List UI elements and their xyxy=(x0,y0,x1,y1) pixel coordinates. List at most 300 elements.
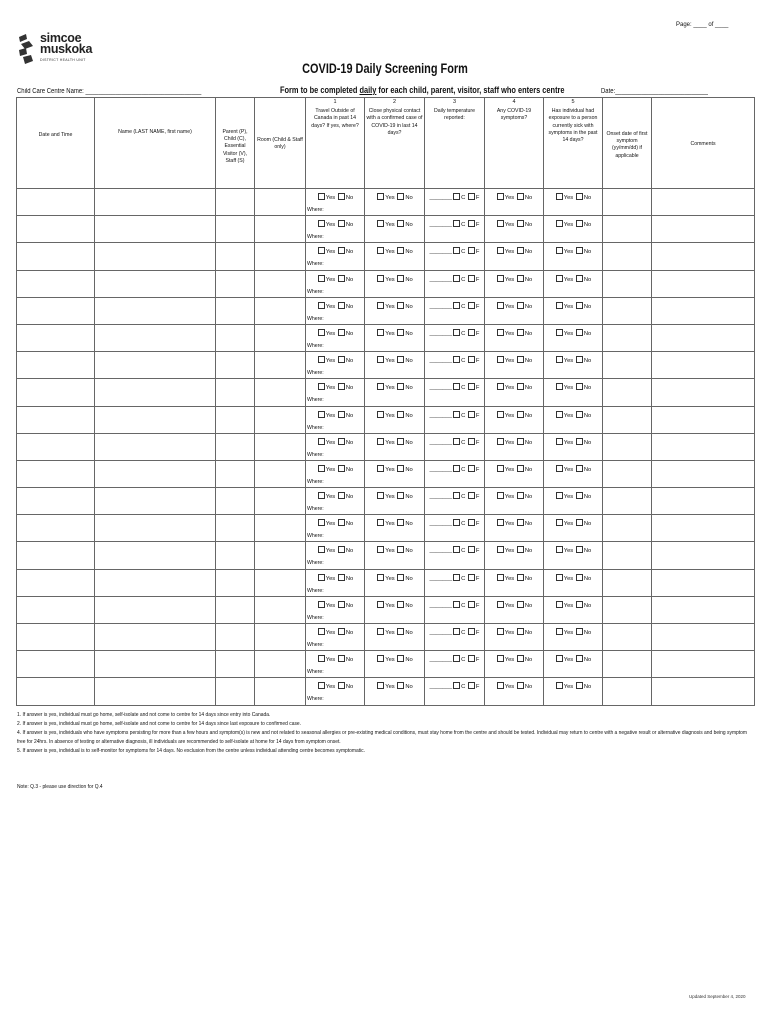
room-cell[interactable] xyxy=(255,542,306,569)
role-cell[interactable] xyxy=(216,542,255,569)
temp-input[interactable]: _______ xyxy=(429,575,453,582)
celsius-checkbox[interactable] xyxy=(453,574,460,581)
name-cell[interactable] xyxy=(95,270,216,297)
no-checkbox[interactable] xyxy=(338,682,345,689)
fahrenheit-checkbox[interactable] xyxy=(468,682,475,689)
role-cell[interactable] xyxy=(216,678,255,705)
yes-checkbox[interactable] xyxy=(497,411,504,418)
yes-checkbox[interactable] xyxy=(497,655,504,662)
yes-checkbox[interactable] xyxy=(497,193,504,200)
comments-cell[interactable] xyxy=(652,352,755,379)
no-checkbox[interactable] xyxy=(576,465,583,472)
name-cell[interactable] xyxy=(95,352,216,379)
room-cell[interactable] xyxy=(255,624,306,651)
temp-input[interactable]: _______ xyxy=(429,222,453,229)
date-time-cell[interactable] xyxy=(17,624,95,651)
room-cell[interactable] xyxy=(255,406,306,433)
yes-checkbox[interactable] xyxy=(377,519,384,526)
yes-checkbox[interactable] xyxy=(318,356,325,363)
no-checkbox[interactable] xyxy=(397,275,404,282)
no-checkbox[interactable] xyxy=(576,275,583,282)
room-cell[interactable] xyxy=(255,433,306,460)
no-checkbox[interactable] xyxy=(397,574,404,581)
no-checkbox[interactable] xyxy=(397,628,404,635)
date-time-cell[interactable] xyxy=(17,243,95,270)
temp-input[interactable]: _______ xyxy=(429,657,453,664)
temp-input[interactable]: _______ xyxy=(429,521,453,528)
no-checkbox[interactable] xyxy=(576,329,583,336)
celsius-checkbox[interactable] xyxy=(453,438,460,445)
no-checkbox[interactable] xyxy=(517,275,524,282)
yes-checkbox[interactable] xyxy=(377,574,384,581)
comments-cell[interactable] xyxy=(652,270,755,297)
page-number-field[interactable]: Page: ____ of ____ xyxy=(676,22,729,28)
yes-checkbox[interactable] xyxy=(497,628,504,635)
fahrenheit-checkbox[interactable] xyxy=(468,492,475,499)
onset-date-cell[interactable] xyxy=(603,216,652,243)
fahrenheit-checkbox[interactable] xyxy=(468,275,475,282)
yes-checkbox[interactable] xyxy=(377,356,384,363)
role-cell[interactable] xyxy=(216,651,255,678)
yes-checkbox[interactable] xyxy=(318,383,325,390)
celsius-checkbox[interactable] xyxy=(453,628,460,635)
yes-checkbox[interactable] xyxy=(377,655,384,662)
fahrenheit-checkbox[interactable] xyxy=(468,465,475,472)
no-checkbox[interactable] xyxy=(397,519,404,526)
temp-input[interactable]: _______ xyxy=(429,630,453,636)
yes-checkbox[interactable] xyxy=(377,220,384,227)
no-checkbox[interactable] xyxy=(576,411,583,418)
yes-checkbox[interactable] xyxy=(497,220,504,227)
comments-cell[interactable] xyxy=(652,624,755,651)
role-cell[interactable] xyxy=(216,243,255,270)
no-checkbox[interactable] xyxy=(338,574,345,581)
role-cell[interactable] xyxy=(216,433,255,460)
no-checkbox[interactable] xyxy=(576,438,583,445)
no-checkbox[interactable] xyxy=(576,574,583,581)
no-checkbox[interactable] xyxy=(397,193,404,200)
comments-cell[interactable] xyxy=(652,189,755,216)
date-time-cell[interactable] xyxy=(17,216,95,243)
no-checkbox[interactable] xyxy=(517,574,524,581)
comments-cell[interactable] xyxy=(652,297,755,324)
no-checkbox[interactable] xyxy=(517,655,524,662)
yes-checkbox[interactable] xyxy=(497,247,504,254)
onset-date-cell[interactable] xyxy=(603,596,652,623)
room-cell[interactable] xyxy=(255,569,306,596)
yes-checkbox[interactable] xyxy=(318,275,325,282)
temp-input[interactable]: _______ xyxy=(429,684,453,691)
celsius-checkbox[interactable] xyxy=(453,193,460,200)
fahrenheit-checkbox[interactable] xyxy=(468,628,475,635)
fahrenheit-checkbox[interactable] xyxy=(468,546,475,553)
yes-checkbox[interactable] xyxy=(318,601,325,608)
temp-input[interactable]: _______ xyxy=(429,195,453,201)
room-cell[interactable] xyxy=(255,324,306,351)
no-checkbox[interactable] xyxy=(576,193,583,200)
celsius-checkbox[interactable] xyxy=(453,247,460,254)
no-checkbox[interactable] xyxy=(338,601,345,608)
no-checkbox[interactable] xyxy=(338,356,345,363)
no-checkbox[interactable] xyxy=(338,519,345,526)
yes-checkbox[interactable] xyxy=(318,302,325,309)
room-cell[interactable] xyxy=(255,515,306,542)
fahrenheit-checkbox[interactable] xyxy=(468,655,475,662)
onset-date-cell[interactable] xyxy=(603,678,652,705)
date-time-cell[interactable] xyxy=(17,678,95,705)
no-checkbox[interactable] xyxy=(338,465,345,472)
no-checkbox[interactable] xyxy=(517,682,524,689)
onset-date-cell[interactable] xyxy=(603,270,652,297)
yes-checkbox[interactable] xyxy=(377,247,384,254)
comments-cell[interactable] xyxy=(652,542,755,569)
comments-cell[interactable] xyxy=(652,324,755,351)
no-checkbox[interactable] xyxy=(517,220,524,227)
date-time-cell[interactable] xyxy=(17,569,95,596)
room-cell[interactable] xyxy=(255,189,306,216)
no-checkbox[interactable] xyxy=(338,492,345,499)
name-cell[interactable] xyxy=(95,678,216,705)
no-checkbox[interactable] xyxy=(576,546,583,553)
no-checkbox[interactable] xyxy=(576,220,583,227)
no-checkbox[interactable] xyxy=(576,519,583,526)
no-checkbox[interactable] xyxy=(517,247,524,254)
yes-checkbox[interactable] xyxy=(497,329,504,336)
name-cell[interactable] xyxy=(95,297,216,324)
no-checkbox[interactable] xyxy=(397,329,404,336)
no-checkbox[interactable] xyxy=(338,411,345,418)
date-time-cell[interactable] xyxy=(17,515,95,542)
fahrenheit-checkbox[interactable] xyxy=(468,247,475,254)
fahrenheit-checkbox[interactable] xyxy=(468,329,475,336)
comments-cell[interactable] xyxy=(652,569,755,596)
no-checkbox[interactable] xyxy=(338,302,345,309)
no-checkbox[interactable] xyxy=(517,519,524,526)
yes-checkbox[interactable] xyxy=(377,302,384,309)
no-checkbox[interactable] xyxy=(576,682,583,689)
yes-checkbox[interactable] xyxy=(556,628,563,635)
no-checkbox[interactable] xyxy=(397,302,404,309)
yes-checkbox[interactable] xyxy=(318,329,325,336)
celsius-checkbox[interactable] xyxy=(453,220,460,227)
comments-cell[interactable] xyxy=(652,678,755,705)
yes-checkbox[interactable] xyxy=(318,546,325,553)
celsius-checkbox[interactable] xyxy=(453,411,460,418)
room-cell[interactable] xyxy=(255,596,306,623)
yes-checkbox[interactable] xyxy=(318,492,325,499)
yes-checkbox[interactable] xyxy=(377,601,384,608)
no-checkbox[interactable] xyxy=(338,329,345,336)
yes-checkbox[interactable] xyxy=(497,574,504,581)
name-cell[interactable] xyxy=(95,488,216,515)
role-cell[interactable] xyxy=(216,216,255,243)
no-checkbox[interactable] xyxy=(517,383,524,390)
temp-input[interactable]: _______ xyxy=(429,602,453,609)
name-cell[interactable] xyxy=(95,569,216,596)
yes-checkbox[interactable] xyxy=(556,220,563,227)
no-checkbox[interactable] xyxy=(338,193,345,200)
name-cell[interactable] xyxy=(95,624,216,651)
temp-input[interactable]: _______ xyxy=(429,249,453,256)
comments-cell[interactable] xyxy=(652,488,755,515)
no-checkbox[interactable] xyxy=(397,601,404,608)
comments-cell[interactable] xyxy=(652,243,755,270)
onset-date-cell[interactable] xyxy=(603,624,652,651)
no-checkbox[interactable] xyxy=(397,247,404,254)
onset-date-cell[interactable] xyxy=(603,460,652,487)
role-cell[interactable] xyxy=(216,596,255,623)
comments-cell[interactable] xyxy=(652,460,755,487)
onset-date-cell[interactable] xyxy=(603,352,652,379)
room-cell[interactable] xyxy=(255,379,306,406)
comments-cell[interactable] xyxy=(652,379,755,406)
name-cell[interactable] xyxy=(95,406,216,433)
fahrenheit-checkbox[interactable] xyxy=(468,383,475,390)
comments-cell[interactable] xyxy=(652,596,755,623)
onset-date-cell[interactable] xyxy=(603,189,652,216)
no-checkbox[interactable] xyxy=(517,465,524,472)
name-cell[interactable] xyxy=(95,216,216,243)
role-cell[interactable] xyxy=(216,297,255,324)
celsius-checkbox[interactable] xyxy=(453,465,460,472)
yes-checkbox[interactable] xyxy=(497,682,504,689)
room-cell[interactable] xyxy=(255,488,306,515)
yes-checkbox[interactable] xyxy=(318,655,325,662)
fahrenheit-checkbox[interactable] xyxy=(468,411,475,418)
room-cell[interactable] xyxy=(255,460,306,487)
no-checkbox[interactable] xyxy=(517,329,524,336)
fahrenheit-checkbox[interactable] xyxy=(468,438,475,445)
name-cell[interactable] xyxy=(95,515,216,542)
yes-checkbox[interactable] xyxy=(556,193,563,200)
fahrenheit-checkbox[interactable] xyxy=(468,193,475,200)
fahrenheit-checkbox[interactable] xyxy=(468,574,475,581)
no-checkbox[interactable] xyxy=(397,383,404,390)
yes-checkbox[interactable] xyxy=(497,302,504,309)
room-cell[interactable] xyxy=(255,270,306,297)
onset-date-cell[interactable] xyxy=(603,515,652,542)
no-checkbox[interactable] xyxy=(517,601,524,608)
room-cell[interactable] xyxy=(255,243,306,270)
room-cell[interactable] xyxy=(255,297,306,324)
celsius-checkbox[interactable] xyxy=(453,492,460,499)
celsius-checkbox[interactable] xyxy=(453,601,460,608)
no-checkbox[interactable] xyxy=(338,438,345,445)
yes-checkbox[interactable] xyxy=(377,492,384,499)
date-time-cell[interactable] xyxy=(17,189,95,216)
no-checkbox[interactable] xyxy=(397,438,404,445)
room-cell[interactable] xyxy=(255,678,306,705)
date-time-cell[interactable] xyxy=(17,352,95,379)
no-checkbox[interactable] xyxy=(517,628,524,635)
celsius-checkbox[interactable] xyxy=(453,546,460,553)
celsius-checkbox[interactable] xyxy=(453,383,460,390)
no-checkbox[interactable] xyxy=(397,682,404,689)
date-time-cell[interactable] xyxy=(17,488,95,515)
no-checkbox[interactable] xyxy=(338,546,345,553)
celsius-checkbox[interactable] xyxy=(453,519,460,526)
name-cell[interactable] xyxy=(95,379,216,406)
temp-input[interactable]: _______ xyxy=(429,412,453,419)
onset-date-cell[interactable] xyxy=(603,488,652,515)
role-cell[interactable] xyxy=(216,460,255,487)
fahrenheit-checkbox[interactable] xyxy=(468,519,475,526)
role-cell[interactable] xyxy=(216,624,255,651)
no-checkbox[interactable] xyxy=(517,546,524,553)
yes-checkbox[interactable] xyxy=(556,546,563,553)
no-checkbox[interactable] xyxy=(338,247,345,254)
yes-checkbox[interactable] xyxy=(377,383,384,390)
no-checkbox[interactable] xyxy=(517,302,524,309)
name-cell[interactable] xyxy=(95,433,216,460)
no-checkbox[interactable] xyxy=(397,492,404,499)
no-checkbox[interactable] xyxy=(397,411,404,418)
yes-checkbox[interactable] xyxy=(497,275,504,282)
yes-checkbox[interactable] xyxy=(318,247,325,254)
onset-date-cell[interactable] xyxy=(603,297,652,324)
role-cell[interactable] xyxy=(216,352,255,379)
yes-checkbox[interactable] xyxy=(318,628,325,635)
onset-date-cell[interactable] xyxy=(603,542,652,569)
name-cell[interactable] xyxy=(95,189,216,216)
yes-checkbox[interactable] xyxy=(377,628,384,635)
yes-checkbox[interactable] xyxy=(497,465,504,472)
role-cell[interactable] xyxy=(216,379,255,406)
yes-checkbox[interactable] xyxy=(318,411,325,418)
onset-date-cell[interactable] xyxy=(603,433,652,460)
room-cell[interactable] xyxy=(255,352,306,379)
name-cell[interactable] xyxy=(95,324,216,351)
role-cell[interactable] xyxy=(216,189,255,216)
no-checkbox[interactable] xyxy=(517,411,524,418)
name-cell[interactable] xyxy=(95,243,216,270)
no-checkbox[interactable] xyxy=(517,492,524,499)
role-cell[interactable] xyxy=(216,406,255,433)
no-checkbox[interactable] xyxy=(397,356,404,363)
yes-checkbox[interactable] xyxy=(497,546,504,553)
temp-input[interactable]: _______ xyxy=(429,330,453,337)
onset-date-cell[interactable] xyxy=(603,406,652,433)
no-checkbox[interactable] xyxy=(576,356,583,363)
celsius-checkbox[interactable] xyxy=(453,655,460,662)
yes-checkbox[interactable] xyxy=(556,356,563,363)
date-time-cell[interactable] xyxy=(17,651,95,678)
no-checkbox[interactable] xyxy=(338,220,345,227)
role-cell[interactable] xyxy=(216,515,255,542)
celsius-checkbox[interactable] xyxy=(453,275,460,282)
no-checkbox[interactable] xyxy=(397,465,404,472)
date-time-cell[interactable] xyxy=(17,433,95,460)
role-cell[interactable] xyxy=(216,270,255,297)
temp-input[interactable]: _______ xyxy=(429,494,453,501)
name-cell[interactable] xyxy=(95,460,216,487)
temp-input[interactable]: _______ xyxy=(429,385,453,392)
name-cell[interactable] xyxy=(95,596,216,623)
yes-checkbox[interactable] xyxy=(377,193,384,200)
yes-checkbox[interactable] xyxy=(556,601,563,608)
centre-name-field[interactable]: Child Care Centre Name: ___________________________________ xyxy=(17,88,202,95)
no-checkbox[interactable] xyxy=(397,220,404,227)
temp-input[interactable]: _______ xyxy=(429,548,453,555)
date-time-cell[interactable] xyxy=(17,406,95,433)
yes-checkbox[interactable] xyxy=(556,329,563,336)
celsius-checkbox[interactable] xyxy=(453,302,460,309)
yes-checkbox[interactable] xyxy=(318,519,325,526)
yes-checkbox[interactable] xyxy=(556,383,563,390)
name-cell[interactable] xyxy=(95,651,216,678)
no-checkbox[interactable] xyxy=(576,601,583,608)
yes-checkbox[interactable] xyxy=(556,655,563,662)
yes-checkbox[interactable] xyxy=(497,601,504,608)
no-checkbox[interactable] xyxy=(576,655,583,662)
no-checkbox[interactable] xyxy=(338,628,345,635)
yes-checkbox[interactable] xyxy=(556,465,563,472)
no-checkbox[interactable] xyxy=(576,247,583,254)
no-checkbox[interactable] xyxy=(338,275,345,282)
name-cell[interactable] xyxy=(95,542,216,569)
fahrenheit-checkbox[interactable] xyxy=(468,220,475,227)
no-checkbox[interactable] xyxy=(517,438,524,445)
no-checkbox[interactable] xyxy=(576,492,583,499)
fahrenheit-checkbox[interactable] xyxy=(468,601,475,608)
onset-date-cell[interactable] xyxy=(603,651,652,678)
yes-checkbox[interactable] xyxy=(318,465,325,472)
yes-checkbox[interactable] xyxy=(318,438,325,445)
fahrenheit-checkbox[interactable] xyxy=(468,302,475,309)
onset-date-cell[interactable] xyxy=(603,324,652,351)
date-field[interactable]: Date:____________________________ xyxy=(601,88,708,95)
yes-checkbox[interactable] xyxy=(556,302,563,309)
yes-checkbox[interactable] xyxy=(556,682,563,689)
date-time-cell[interactable] xyxy=(17,270,95,297)
comments-cell[interactable] xyxy=(652,216,755,243)
temp-input[interactable]: _______ xyxy=(429,466,453,473)
no-checkbox[interactable] xyxy=(397,655,404,662)
celsius-checkbox[interactable] xyxy=(453,682,460,689)
date-time-cell[interactable] xyxy=(17,297,95,324)
comments-cell[interactable] xyxy=(652,433,755,460)
temp-input[interactable]: _______ xyxy=(429,439,453,446)
comments-cell[interactable] xyxy=(652,515,755,542)
date-time-cell[interactable] xyxy=(17,460,95,487)
yes-checkbox[interactable] xyxy=(377,546,384,553)
yes-checkbox[interactable] xyxy=(377,438,384,445)
yes-checkbox[interactable] xyxy=(497,383,504,390)
yes-checkbox[interactable] xyxy=(318,220,325,227)
yes-checkbox[interactable] xyxy=(377,682,384,689)
yes-checkbox[interactable] xyxy=(556,519,563,526)
onset-date-cell[interactable] xyxy=(603,379,652,406)
temp-input[interactable]: _______ xyxy=(429,303,453,310)
celsius-checkbox[interactable] xyxy=(453,356,460,363)
comments-cell[interactable] xyxy=(652,651,755,678)
role-cell[interactable] xyxy=(216,488,255,515)
yes-checkbox[interactable] xyxy=(377,329,384,336)
celsius-checkbox[interactable] xyxy=(453,329,460,336)
yes-checkbox[interactable] xyxy=(556,247,563,254)
no-checkbox[interactable] xyxy=(338,655,345,662)
no-checkbox[interactable] xyxy=(576,628,583,635)
no-checkbox[interactable] xyxy=(397,546,404,553)
room-cell[interactable] xyxy=(255,651,306,678)
yes-checkbox[interactable] xyxy=(377,411,384,418)
yes-checkbox[interactable] xyxy=(556,574,563,581)
yes-checkbox[interactable] xyxy=(556,275,563,282)
yes-checkbox[interactable] xyxy=(497,356,504,363)
yes-checkbox[interactable] xyxy=(497,492,504,499)
role-cell[interactable] xyxy=(216,324,255,351)
date-time-cell[interactable] xyxy=(17,324,95,351)
